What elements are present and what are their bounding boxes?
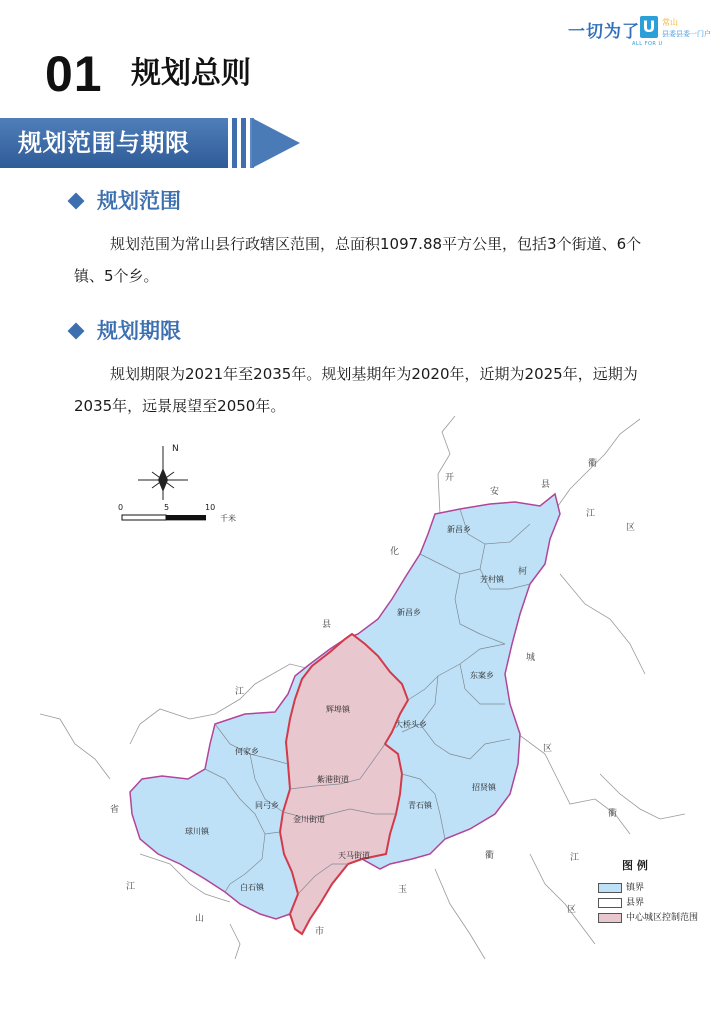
legend-title: 图 例: [622, 859, 648, 872]
region-label: 青石镇: [408, 801, 432, 810]
logo-main-text: 一切为了: [568, 22, 640, 42]
outer-label: 柯: [518, 567, 528, 577]
outer-label: 玉: [398, 885, 408, 895]
legend-label: 镇界: [626, 883, 645, 893]
logo-sub-text: ALL FOR U: [632, 41, 663, 47]
section-banner: [0, 118, 300, 168]
outer-label: 江: [586, 509, 596, 519]
section-title: 规划范围与期限: [18, 129, 190, 157]
logo-side-text-2: 县委县委一门户: [662, 30, 711, 38]
outer-label: 衢: [608, 809, 618, 819]
outer-label: 市: [315, 927, 325, 937]
diamond-bullet-icon: [68, 323, 85, 340]
region-label: 东案乡: [470, 671, 494, 680]
region-label: 白石镇: [240, 883, 264, 892]
scale-unit: 千米: [220, 514, 236, 523]
region-label: 新昌乡: [447, 525, 471, 534]
region-label: 芳村镇: [480, 575, 504, 584]
outer-label: 安: [490, 487, 500, 497]
chapter-title: 规划总则: [131, 56, 251, 91]
region-label: 辉埠镇: [326, 705, 350, 714]
diamond-bullet-icon: [68, 193, 85, 210]
outer-label: 衢: [485, 851, 495, 861]
outer-label: 衢: [588, 459, 598, 469]
legend-label: 县界: [626, 898, 645, 908]
brand-logo: [568, 14, 711, 47]
banner-stripe: [232, 118, 237, 168]
outer-label: 江: [570, 853, 580, 863]
scope-paragraph: 规划范围为常山县行政辖区范围，总面积1097.88平方公里，包括3个街道、6个镇、5个乡。: [74, 235, 642, 285]
logo-side-text-1: 常山: [662, 18, 678, 27]
outer-label: 省: [110, 805, 120, 815]
logo-u-mark: U: [640, 16, 658, 38]
outer-label: 县: [541, 480, 551, 490]
period-paragraph: 规划期限为2021年至2035年。规划基期年为2020年，近期为2025年，远期为2035年，远景展望至2050年。: [74, 365, 638, 415]
outer-label: 区: [543, 744, 553, 754]
region-label: 球川镇: [185, 827, 209, 836]
legend-swatch: [598, 913, 622, 923]
region-label: 新昌乡: [397, 608, 421, 617]
legend-swatch: [598, 898, 622, 908]
outer-label: 山: [195, 914, 205, 924]
region-label: 紫港街道: [317, 775, 349, 784]
outer-label: 城: [526, 653, 536, 663]
banner-arrow-icon: [252, 118, 300, 168]
scale-tick-5: 5: [164, 503, 170, 512]
region-label: 大桥头乡: [395, 720, 427, 729]
region-label: 招贤镇: [472, 783, 496, 792]
region-label: 金川街道: [293, 815, 325, 824]
outer-label: 开: [445, 473, 455, 483]
outer-label: 江: [126, 882, 136, 892]
legend-swatch: [598, 883, 622, 893]
north-arrow-icon: [116, 438, 206, 538]
legend-label: 中心城区控制范围: [626, 913, 699, 923]
period-heading-text: 规划期限: [97, 319, 181, 343]
scale-tick-0: 0: [118, 503, 124, 512]
region-label: 同弓乡: [255, 801, 279, 810]
outer-label: 化: [390, 547, 400, 557]
planning-map: [40, 414, 710, 964]
outer-label: 区: [567, 905, 577, 915]
region-label: 天马街道: [338, 851, 370, 860]
scope-heading-text: 规划范围: [97, 189, 181, 213]
outer-label: 区: [626, 523, 636, 533]
chapter-number: 01: [45, 46, 103, 102]
banner-stripe: [241, 118, 246, 168]
scale-tick-10: 10: [205, 503, 216, 512]
outer-label: 县: [322, 620, 332, 630]
north-label: N: [172, 444, 179, 454]
region-label: 何家乡: [235, 747, 259, 756]
outer-label: 江: [235, 687, 245, 697]
